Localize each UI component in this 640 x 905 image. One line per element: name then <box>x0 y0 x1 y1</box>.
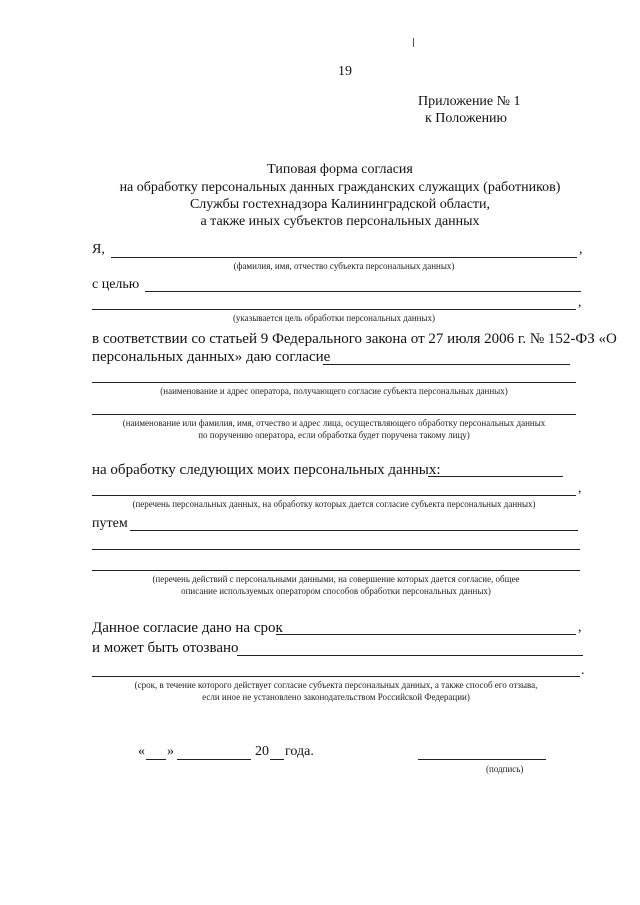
date-close-quote: » <box>167 744 174 759</box>
data-line-end: , <box>578 481 582 496</box>
term-caption-1: (срок, в течение которого действует согласие субъекта персональных данных, а также способ его отзыва, <box>134 680 538 690</box>
revoke-line-end: . <box>581 663 585 678</box>
form-title-line-1: Типовая форма согласия <box>267 162 413 177</box>
fullname-line[interactable] <box>111 257 577 258</box>
revoke-line-2[interactable] <box>92 676 580 677</box>
processor-line[interactable] <box>92 414 576 415</box>
signature-line[interactable] <box>418 759 546 760</box>
appendix-line-2: к Положению <box>425 111 508 126</box>
purpose-label: с целью <box>92 277 140 292</box>
i-label: Я, <box>92 242 105 257</box>
operator-caption: (наименование и адрес оператора, получающего согласие субъекта персональных данных) <box>160 386 508 396</box>
date-open-quote: « <box>138 744 145 759</box>
consent-operator-line-1[interactable] <box>323 364 570 365</box>
processor-caption-1: (наименование или фамилия, имя, отчество и адрес лица, осуществляющего обработку персональных данных <box>122 418 546 428</box>
year-prefix: 20 <box>255 744 269 759</box>
purpose-line-end: , <box>578 295 582 310</box>
actions-caption-1: (перечень действий с персональными данными, на совершение которых дается согласие, общее <box>152 574 520 584</box>
operator-line[interactable] <box>92 382 576 383</box>
way-line-3[interactable] <box>92 570 580 571</box>
data-label: на обработку следующих моих персональных данных: <box>92 462 441 478</box>
appendix-line-1: Приложение № 1 <box>418 94 521 109</box>
processor-caption-2: по поручению оператора, если обработка будет поручена такому лицу) <box>198 430 470 440</box>
signature-caption: (подпись) <box>486 764 524 774</box>
data-line-2[interactable] <box>92 495 576 496</box>
form-title-line-4: а также иных субъектов персональных данных <box>200 214 480 229</box>
scan-mark <box>413 38 414 47</box>
purpose-caption: (указывается цель обработки персональных данных) <box>232 313 436 323</box>
fullname-line-end: , <box>579 242 583 257</box>
year-suffix: года. <box>285 744 314 759</box>
page-number: 19 <box>338 64 352 79</box>
law-text-line-2: персональных данных» даю согласие <box>92 349 331 365</box>
term-line[interactable] <box>276 634 576 635</box>
actions-caption-2: описание используемых оператором способов обработки персональных данных) <box>181 586 491 596</box>
revoke-line-1[interactable] <box>237 655 583 656</box>
date-month-line[interactable] <box>177 759 251 760</box>
term-line-end: , <box>578 620 582 635</box>
purpose-line-2[interactable] <box>92 309 576 310</box>
fullname-caption: (фамилия, имя, отчество субъекта персональных данных) <box>233 261 455 271</box>
revoke-label: и может быть отозвано <box>92 640 239 656</box>
law-text-line-1: в соответствии со статьей 9 Федерального закона от 27 июля 2006 г. № 152-ФЗ «О <box>92 331 617 347</box>
term-caption-2: если иное не установлено законодательством Российской Федерации) <box>202 692 470 702</box>
term-label: Данное согласие дано на срок <box>92 620 283 636</box>
way-line-1[interactable] <box>130 530 578 531</box>
form-title-line-2: на обработку персональных данных гражданских служащих (работников) <box>119 180 561 195</box>
data-caption: (перечень персональных данных, на обработку которых дается согласие субъекта персональных данных) <box>132 499 536 509</box>
date-year-line[interactable] <box>270 759 284 760</box>
data-line-1[interactable] <box>428 476 563 477</box>
form-title-line-3: Службы гостехнадзора Калининградской области, <box>189 197 491 212</box>
purpose-line-1[interactable] <box>145 291 581 292</box>
way-label: путем <box>92 516 128 531</box>
date-day-line[interactable] <box>146 759 166 760</box>
way-line-2[interactable] <box>92 549 580 550</box>
